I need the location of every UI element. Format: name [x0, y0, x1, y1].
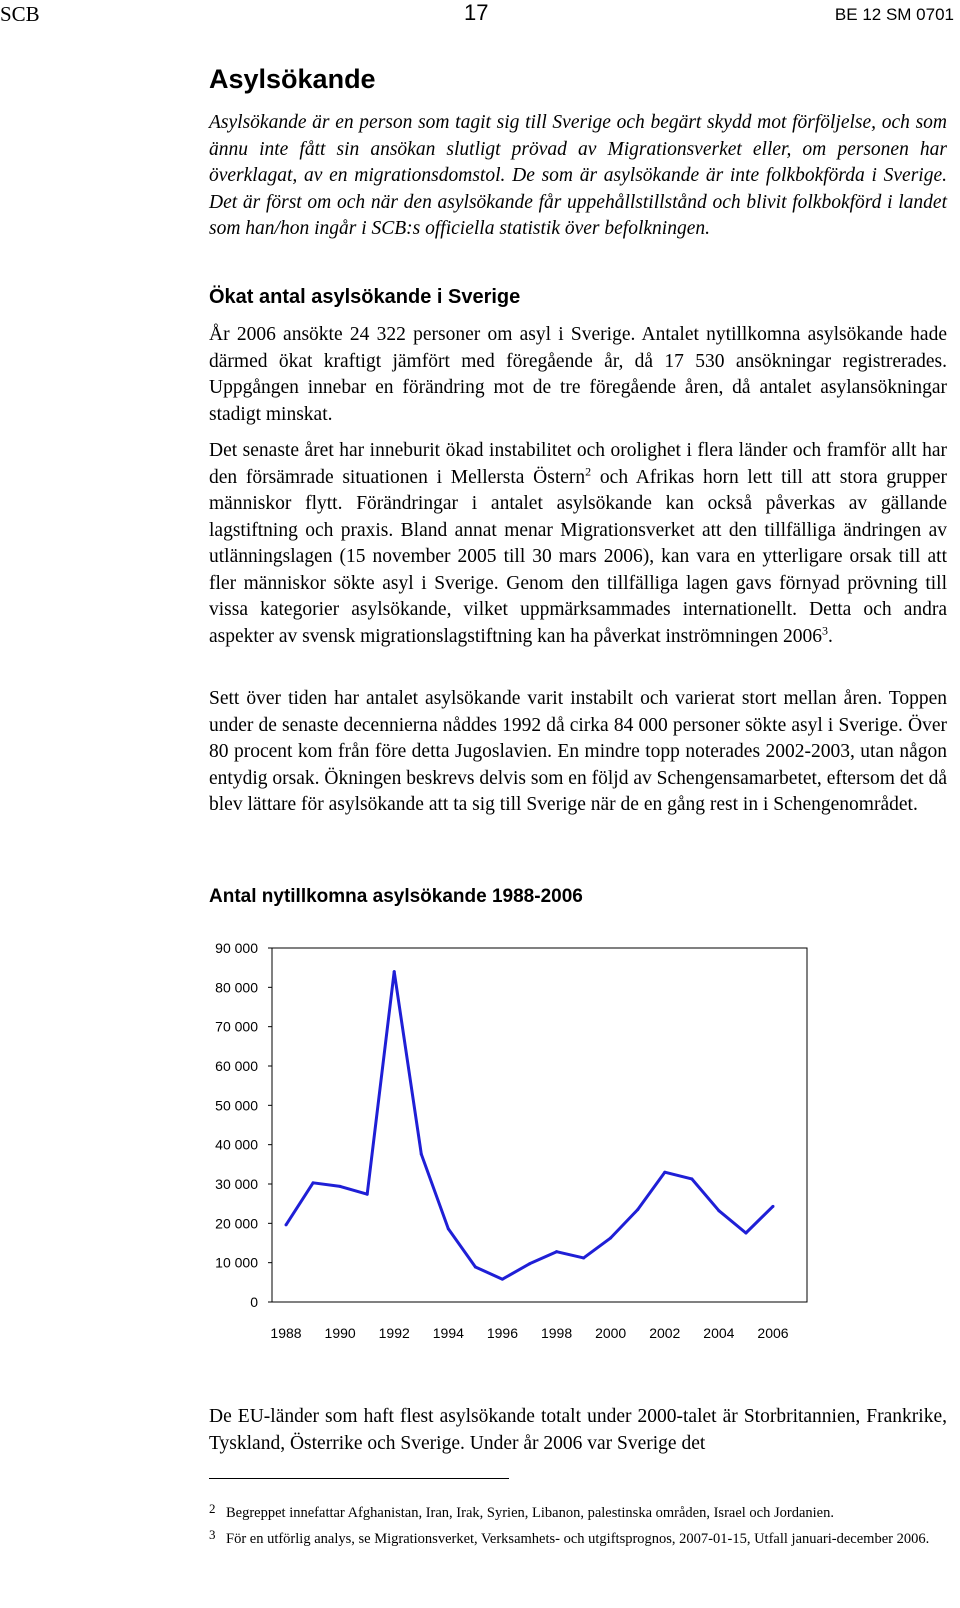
- y-tick-label: 50 000: [215, 1097, 258, 1114]
- x-tick-label: 2002: [649, 1325, 681, 1341]
- data-points: [285, 970, 775, 1281]
- data-point: [555, 1250, 558, 1253]
- data-point: [528, 1262, 531, 1265]
- y-tick-label: 0: [250, 1294, 258, 1310]
- footnote-ref-2[interactable]: 2: [585, 464, 592, 478]
- data-point: [744, 1232, 747, 1235]
- plot-frame: [272, 948, 807, 1302]
- paragraph-1: År 2006 ansökte 24 322 personer om asyl i Sverige. Antalet nytillkomna asylsökande hade därmed ökat kraftigt jämfört med föregående år, då 17 530 ansökningar registrerades. Uppgången innebar en förändring mot de tre föregående åren, då antalet asylansökningar stadigt minskat.: [209, 324, 947, 425]
- footnote-2-text: Begreppet innefattar Afghanistan, Iran, Irak, Syrien, Libanon, palestinska områden, Israel och Jordanien.: [226, 1505, 834, 1521]
- x-tick-label: 1988: [270, 1325, 302, 1341]
- data-point: [636, 1208, 639, 1211]
- series-line: [286, 972, 773, 1280]
- data-point: [366, 1193, 369, 1196]
- footnote-divider: [209, 1478, 509, 1479]
- footnote-3-number: 3: [209, 1527, 216, 1542]
- paragraph-2-part-1: Det senaste året har inneburit ökad instabilitet och orolighet i flera länder och framför allt har den försämrade situationen i Mellersta Östern: [209, 440, 947, 488]
- data-point: [690, 1177, 693, 1180]
- intro-paragraph: Asylsökande är en person som tagit sig till Sverige och begärt skydd mot förföljelse, och som ännu inte fått sin ansökan slutligt prövad av Migrationsverket eller, om personen har överklagat, av en migrationsdomstol. De som är asylsökande är inte folkbokförda i Sverige. Det är först om och när den asylsökande får uppehållstillstånd och blivit folkbokförd i landet som han/hon ingår i SCB:s officiella statistik över befolkningen.: [209, 112, 947, 239]
- data-point: [717, 1209, 720, 1212]
- header-left: SCB: [0, 2, 40, 26]
- y-ticks: [268, 948, 272, 1302]
- y-tick-label: 80 000: [215, 979, 258, 996]
- y-tick-label: 40 000: [215, 1136, 258, 1153]
- data-point: [663, 1171, 666, 1174]
- y-tick-label: 60 000: [215, 1058, 258, 1074]
- x-tick-label: 2004: [703, 1325, 735, 1341]
- paragraph-2-part-2: och Afrikas horn lett till att stora grupper människor flytt. Förändringar i antalet asylsökande kan också påverkas av gällande lagstiftning och praxis. Bland annat menar Migrationsverket att den tillfälliga ändringen av utlänningslagen (15 november 2005 till 30 mars 2006), kan vara en ytterligare orsak till att fler människor sökte asyl i Sverige. Genom den tillfälliga lagen gavs förnyad prövning till vissa kategorier asylsökande, vilket uppmärksammades internationellt. Detta och andra aspekter av svensk migrationslagstiftning kan ha påverkat inströmningen 2006: [209, 466, 947, 647]
- paragraph-4: De EU-länder som haft flest asylsökande totalt under 2000-talet är Storbritannien, Frankrike, Tyskland, Österrike och Sverige. Under år 2006 var Sverige det: [209, 1406, 947, 1454]
- footnote-2: [209, 1501, 947, 1523]
- data-point: [312, 1181, 315, 1184]
- x-tick-label: 1998: [540, 1325, 573, 1341]
- data-point: [474, 1265, 477, 1268]
- x-tick-label: 1992: [378, 1325, 410, 1341]
- x-tick-labels: [270, 1325, 788, 1341]
- paragraph-3: Sett över tiden har antalet asylsökande varit instabilt och varierat stort mellan åren. Toppen under de senaste decennierna nåddes 1992 då cirka 84 000 personer sökte asyl i Sverige. Över 80 procent kom från före detta Jugoslavien. En mindre topp noterades 2002-2003, utan någon entydig orsak. Ökningen beskrevs delvis som en följd av Schengensamarbetet, eftersom det då blev lättare för asylsökande att ta sig till Sverige när de en gång rest in i Schengenområdet.: [209, 688, 947, 815]
- data-point: [420, 1153, 423, 1156]
- y-tick-label: 20 000: [215, 1215, 258, 1232]
- x-tick-label: 2006: [757, 1325, 789, 1341]
- x-tick-label: 1996: [486, 1325, 519, 1341]
- data-point: [609, 1236, 612, 1239]
- footnote-3: [209, 1527, 947, 1549]
- data-point: [393, 970, 396, 973]
- y-tick-label: 30 000: [215, 1176, 258, 1192]
- page-number: 17: [464, 0, 489, 25]
- y-tick-labels: [215, 940, 258, 1310]
- data-point: [285, 1223, 288, 1226]
- footnote-2-number: 2: [209, 1501, 216, 1516]
- data-point: [339, 1185, 342, 1188]
- y-tick-label: 90 000: [215, 940, 258, 956]
- x-tick-label: 2000: [595, 1325, 627, 1341]
- data-point: [582, 1256, 585, 1259]
- x-tick-label: 1990: [324, 1325, 356, 1341]
- y-tick-label: 10 000: [215, 1254, 258, 1271]
- y-tick-label: 70 000: [215, 1018, 258, 1035]
- paragraph-2: [209, 438, 947, 650]
- x-tick-label: 1994: [432, 1325, 464, 1341]
- page-title: Asylsökande: [209, 64, 376, 94]
- report-id: BE 12 SM 0701: [834, 5, 954, 24]
- section-heading: Ökat antal asylsökande i Sverige: [209, 286, 521, 308]
- data-point: [447, 1227, 450, 1230]
- paragraph-2-part-3: .: [828, 625, 833, 647]
- line-chart: [200, 935, 820, 1375]
- data-point: [501, 1278, 504, 1281]
- chart-title: Antal nytillkomna asylsökande 1988-2006: [209, 886, 583, 907]
- data-point: [772, 1205, 775, 1208]
- footnote-3-text: För en utförlig analys, se Migrationsverket, Verksamhets- och utgiftsprognos, 2007-01-15, Utfall januari-december 2006.: [226, 1531, 930, 1547]
- footnote-ref-3[interactable]: 3: [822, 623, 829, 637]
